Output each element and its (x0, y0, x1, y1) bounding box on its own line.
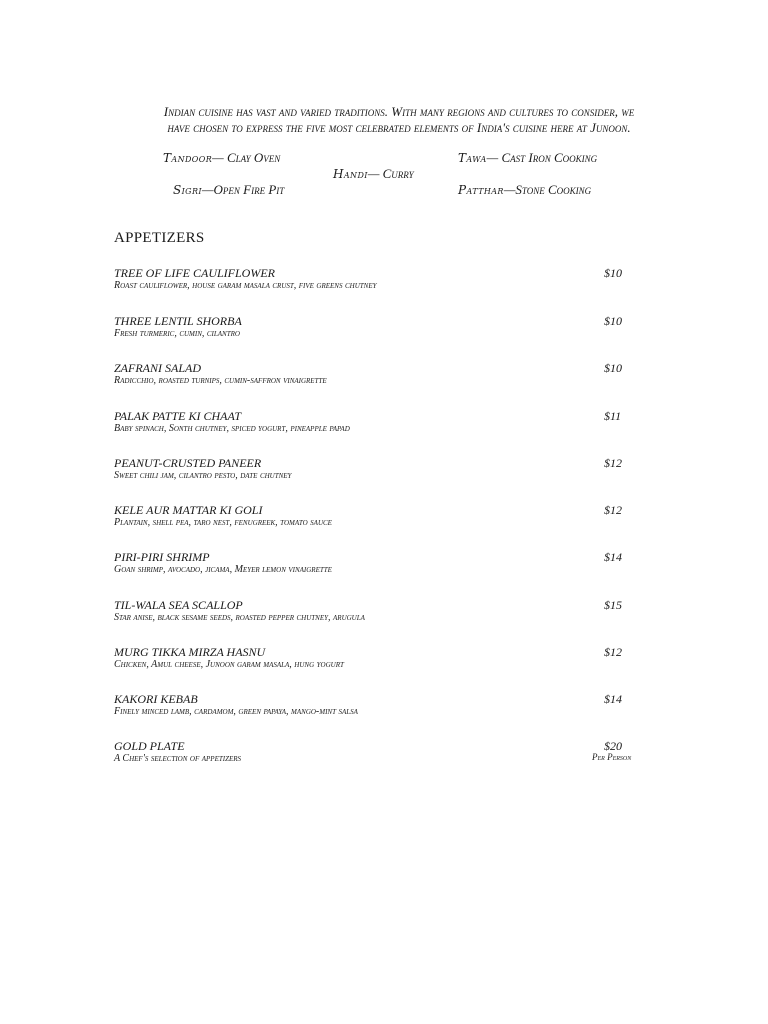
item-description: Goan shrimp, avocado, jicama, Meyer lemon vinaigrette (114, 564, 332, 575)
item-price: $10 (604, 314, 622, 328)
item-name: PALAK PATTE KI CHAAT (114, 409, 242, 423)
item-description: Plantain, shell pea, taro nest, fenugreek, tomato sauce (114, 517, 332, 528)
item-description: A Chef's selection of appetizers (114, 753, 242, 764)
element-description: — Clay Oven (212, 150, 281, 165)
menu-item (114, 550, 644, 584)
item-name: KELE AUR MATTAR KI GOLI (114, 503, 263, 517)
intro-paragraph (104, 104, 694, 136)
element-name: Sigri (173, 183, 202, 197)
element-description: — Curry (367, 166, 414, 181)
item-name: KAKORI KEBAB (114, 692, 198, 706)
item-description: Finely minced lamb, cardamom, green papaya, mango-mint salsa (114, 706, 358, 717)
cooking-element-patthar (458, 182, 591, 198)
intro-line-2: have chosen to express the five most celebrated elements of India's cuisine here at Junoon. (167, 120, 631, 135)
item-description: Star anise, black sesame seeds, roasted pepper chutney, arugula (114, 612, 365, 623)
item-description: Sweet chili jam, cilantro pesto, date chutney (114, 470, 292, 481)
intro-line-1: Indian cuisine has vast and varied traditions. With many regions and cultures to consider, we (163, 104, 635, 119)
item-name: MURG TIKKA MIRZA HASNU (114, 645, 266, 659)
item-description: Chicken, Amul cheese, Junoon garam masala, hung yogurt (114, 659, 344, 670)
item-name: PEANUT-CRUSTED PANEER (114, 456, 262, 470)
menu-item (114, 409, 644, 443)
menu-item (114, 645, 644, 679)
item-price: $11 (604, 409, 622, 423)
element-name: Handi (333, 167, 368, 181)
item-description: Baby spinach, Sonth chutney, spiced yogurt, pineapple papad (114, 423, 350, 434)
item-price: $20 (604, 739, 622, 753)
item-description: Roast cauliflower, house garam masala crust, five greens chutney (114, 280, 377, 291)
menu-item (114, 266, 644, 300)
element-description: —Open Fire Pit (201, 182, 285, 197)
item-name: PIRI-PIRI SHRIMP (114, 550, 210, 564)
element-description: — Cast Iron Cooking (486, 150, 598, 165)
element-name: Patthar (458, 183, 504, 197)
item-price: $10 (604, 266, 622, 280)
item-name: ZAFRANI SALAD (114, 361, 201, 375)
item-price: $12 (604, 645, 622, 659)
item-price: $12 (604, 503, 622, 517)
item-price: $12 (604, 456, 622, 470)
menu-item (114, 361, 644, 395)
item-name: TREE OF LIFE CAULIFLOWER (114, 266, 275, 280)
item-description: Fresh turmeric, cumin, cilantro (114, 328, 240, 339)
menu-item (114, 456, 644, 490)
item-price-note: Per Person (592, 752, 632, 762)
section-title-appetizers: APPETIZERS (114, 230, 205, 246)
cooking-element-tandoor (163, 150, 280, 166)
cooking-element-sigri (173, 182, 284, 198)
cooking-element-handi (333, 166, 414, 182)
item-name: GOLD PLATE (114, 739, 185, 753)
item-price: $10 (604, 361, 622, 375)
item-name: TIL-WALA SEA SCALLOP (114, 598, 243, 612)
item-price: $15 (604, 598, 622, 612)
item-price: $14 (604, 692, 622, 706)
menu-item (114, 314, 644, 348)
menu-item (114, 739, 644, 773)
menu-item (114, 503, 644, 537)
item-description: Radicchio, roasted turnips, cumin-saffron vinaigrette (114, 375, 327, 386)
element-name: Tandoor (163, 151, 213, 165)
menu-item (114, 692, 644, 726)
menu-item (114, 598, 644, 632)
item-name: THREE LENTIL SHORBA (114, 314, 242, 328)
cooking-element-tawa (458, 150, 597, 166)
element-name: Tawa (458, 151, 487, 165)
element-description: —Stone Cooking (503, 182, 592, 197)
item-price: $14 (604, 550, 622, 564)
